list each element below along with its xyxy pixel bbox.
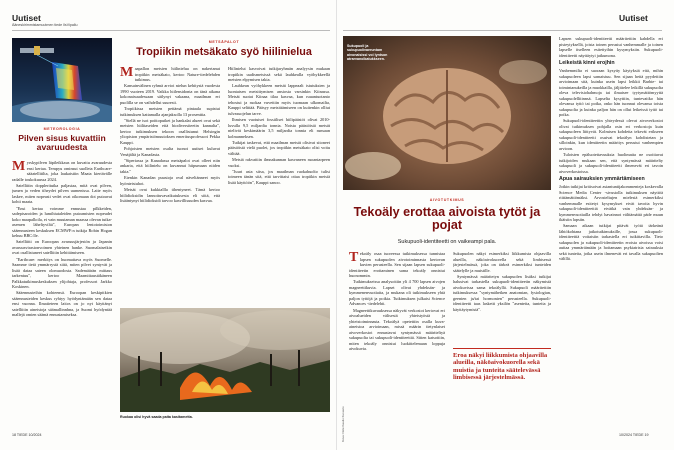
fire-paragraph: "Siellä ne isot poittoputket ja hankalat alueet ovat sekä metsien hiilitaseiden että biodiversiteetin kannalta", kertoo tutkimuksen tekoon osallistunut Helsingin yliopiston ympäristömuutoksen emeritusprofessori Pekka Kauppi. [120,117,220,145]
fire-headline: Tropiikin metsäkato syö hiilinielua [136,46,312,58]
fire-paragraph: Pohjoisten metsien osalta tuonot uutiset kuluvat Venäjältä ja Kanadasta. [120,146,220,157]
ai-body-col1 [349,251,445,429]
fire-paragraph: Metsiä rakvattiin ilmnakunnan kasvaneen ruoantarpeen vuoksi. [228,157,330,168]
ai-paragraph: Jotkin tutkijat kritisoivat asiantuntijakommenteja koskevalla Science Media Center -sivustolla tutkimuksen näyttöä riittämättömäksi. Arvosteltujen mielestä esimerkiksi vanhemmalle esitetyt kysymykset eivät tavoita hyvin sukupuoli-identiteettiä eivätkä vain yhdeksän- ja kymmenvuotiailla tehdyt havainnot välttämättä päde muun ikäisiin lapsiin. [559,184,663,223]
section-title-left: Uutiset [12,13,41,23]
subhead-play: Leikeistä kinni erojhin [559,60,615,66]
pull-quote-rule [453,348,551,349]
fire-paragraph: Etenkin Kanadan puustoja oval näveltänneet myös hyönteistuhot. [120,175,220,186]
meteorology-headline: Pilven sisus kuvattiin avaruudesta [18,133,106,153]
header-rule-left [12,30,330,31]
fire-paragraph: Kansainvälinen ryhmä arvioi nielun kehitystä vuodesta 1990 vuoteen 2019. Vaikka hiilensidonta on tänä aikana kokonaisuudessaan säilynyt vakaana, maailman eri puolilla se on vaihdellut suuresti. [120,83,220,105]
ai-paragraph: Vanhemmilta ei suoraan kysytty käytyksiä eitä, mihin sukupuoleen lapsi samaistuu. Sen sijaan heitä pyydettiin arvioimaan sitä, kuinka usein lapsi leikkii Barbie- tai toimintanukeilla ja muokkailla, jäljittelee leikillä sukupuolta oleva televisiohahmoja tai ilmaisee tyytymättömyyttä sukupuolelliiinnsä. Lapselta kysyttiin, tuntevaitko hän olevansa tyttö tai poika, onko hän tuonnut olevansa toista sukupuolta ja kuinka paljon hän on ollut leikeissä tyttö tai poika. [559,68,663,117]
photo-credit: Kuva: Dele Kaalio Kuvasto [341,406,345,442]
fire-kicker: METSÄPALOT [208,40,240,44]
folio-left: 18 TIEDE 10/2024 [12,433,42,437]
ai-kicker: AIVOTUTKIMUS [429,198,465,202]
meteorology-paragraph: yrskypilven läpileikkaus on kuvattu avaruudesta ensi kertaa. Tempyu ominsut suolleta Earthcare-sääatellitilta, joka laukaistiin Maata kiertävälle radalle toukokuussa 2024. [12,160,112,182]
ai-paragraph: Tuloisten epäluotettavuuksia huolimatta ne osoittavat tutkijoiden mukaan sen, että syntymässä määritelty sukupuoli ja sukupuoli-identiteetti ilmenevät eri tavoin aivoverkostoissa. [559,152,663,174]
ai-paragraph: Magneettikuvauksessa näkyvät verkostot kertovat eri aivoalueiden välisestä yhteistyöstä ja yhteistoiminnasta. Tekoälyä opetettiin osalla kuva-aineistoa arvioimaan, missä määrin tietynlaiset aivoverkostot ennustavat syntymässä määriteltyä sukupuolta tai sukupuoli-identiteettiä. Sitten katsottiin, miten tekoäly onnistui luokittelemaan loppuja aivokuvia. [349,307,445,352]
fire-paragraph: Tropiikissa metsien pettämä pintaala supistui tutkimuksen kattamalla ajanjaksolla 13 prosenttia. [120,106,220,117]
meteorology-paragraph: "Earthcare: merkitys on huomattava myös Suomelle. Saamme tietä ymmärrystä siitä, miten pilvet syntyvät ja lisää dataa sateen olomuodosta. Sademäärän mittaus tarkentuu", kertoo Maamittaustäkäneen Palkkatutkimuskeskuksen ylijohtaja, professori Jarkko Koskinen. [12,256,112,290]
meteorology-paragraph: Satelliitin doppleritutka paljastaa, mitä ovat pilven, jumen ja veden tiheydet pilven uumenissa. Laite myös laskee, miten nopeasti vedet ovat oikomaan dot putoavat kohti maata. [12,182,112,205]
satellite-cloud-image [12,38,112,122]
dropcap-m: M [120,66,134,80]
ai-paragraph: Tutkimukseissa analysoitiin yli 4 700 lapsen aivojen magneettikuvia. Lapset olivat yhdeksän- ja kymmenenvuotiaita, ja mukana oli tutkimukseen yhtä paljon tyttöjä ja poikia. Tutkimuksen julkaisi Science Advances -tiedelehti. [349,279,445,307]
satellite-cloud-icon [12,38,112,122]
header-rule-right [343,30,662,31]
ai-paragraph: ekoäly osaa tuoreessa tutkimuksessa tunnistaa lapsen sukupuolen aivotoiminnasta kertovan kuvien perusteella. Sen sijaan lapsen sukupuoli-identiteetin erottaminen sama tekoäly onnistui huonommin. [349,251,445,278]
meteorology-kicker: METEOROLOGIA [43,127,81,131]
ai-paragraph: Sukupuolen näkyi esimerkiksi liikkumista ohjaavilla alueilla, näköaivokuorella sekä limbisessä järjestelmässä, joka on tärkeä esimerkiksi tunteiden säätelylle ja muistille. [453,251,551,273]
fire-paragraph: Ihmisen vuotuiset fossiiliset hiilipäästöt olivat 2010-luvulla 9,5 miljardia tonnia. Noista päästöistä metsät nielivät keskimäärin 3,5 miljardia tonnia eli runsaan kolmanneksen. [228,117,330,139]
fire-paragraph: Tutkijat taskevat, että maailman metsät olisivat sitoneet päästöistä vielä puolet, jos tropiikin metsäkato olisi voitu välttää. [228,139,330,156]
ai-paragraph: Lapsen sukupuoli-identiteetti määritettiin kahdella eri pisteytyksellä, joista toinen perustui vanhemmalle ja toinen lapselle itselleen esitettyihin kysymyksiin. Sukupuoli-identiteetti näyttäytyi jatkumona. [559,36,663,58]
meteorology-paragraph: "Ensi kertaa voimme ennustaa pilkkeiden, sadepisaroiden ja lumihiutaleiden putoamisten nopeudet koko maapalloila, ei vain muutaman maassa olevan tutka-asemen läheltyviltä", Europan lentotoimiston sääennusteen keskuksen ECMWF:n tutkija Robin Hogan kehuu BBC:lle. [12,205,112,239]
fire-paragraph: Hiilinielut kasvoivat tutkijaryhmän analyysin mukaan tropiikin uudismetsissä sekä lauhkealla vyöhykkeellä metsien elpymisen takia. [228,66,330,82]
fire-paragraph: aapallon metsien hiilinielua on nakertanut tropiikin metsäkato, kertoo Nature-tiedelehden tutkimus. [134,66,220,82]
meteorology-paragraph: Sääennusteihin kohteensä. Euroopan keskipitkien sääennusteiden keskus ryhtyy hyödyntämään sen dataa ensi vuonna. Ilmatieteen laitos on jo nyt käyttänyt satelliitin aineistoja säämallinnhna, ja Suomi hyödyntää mallejä omien säämä ennustamiseksa. [12,290,112,318]
fire-photo [120,308,330,412]
pull-quote: Eroa näkyi liikkumista ohjaavilla alueilla, näköaivokuorella sekä muistia ja tunteita säätelevässä limbisessä järjestelmässä. [453,352,548,382]
fire-photo-caption: Ruokaa olisi hyvä saada paita kasitametta. [120,415,193,419]
ai-deck: Sukupuoli-identiteetti on vaikeampi pala. [397,239,497,245]
dropcap-m: M [12,160,26,174]
folio-right: 10/2024 TIEDE 19 [619,433,649,437]
fire-paragraph: "Juuri asia sitsa, jos maailman ruokahuolto tulisi toimeen tänän sitä, että tarvittaisi ottaa tropiikin metsiä lisää käyttöön", Kauppi sanoo. [228,168,330,185]
ai-body-col3 [559,36,663,430]
ai-body-col2 [453,251,551,343]
section-title-right: Uutiset [619,13,648,23]
forest-fire-icon [120,308,330,412]
brain-photo-caption: Sukupuoli ja sukupuolivaeruntam aivonaisissi voi lyntson atrarvanolkatukkseen. [347,44,388,62]
ai-headline: Tekoäly erottaa aivoista tytöt ja pojat [353,205,541,233]
ai-paragraph: Samaan aikaan tutkijat pitävät työtä tärkeänä lähtökohtana jatkotutkimuksille, jossa sukupuoli-identiteettiä voitaisiin tarkastella eri tutkittavilla. Tieto sukupuolen ja sukupuoli-identiteetin eroista aivoissa voisi auttaa ymmärtämään ja hoitamaan psykiatrisia sairauksia sekä tunteita, jotka usein ilmenevät eri tavalla sukupuolten välillä. [559,223,663,262]
subhead-diseases: Apua sairauksien ymmärtämiseen [559,176,645,183]
fire-paragraph: Lauhkean vyöhykkeen metsät lappeaalt istutuksien ja luontaisen metsittymisen ansiosta varsinkin Kiinassa. Metsät suotat Kiinaa tilaa kasvaa, kun ruuantuotanto tehostui ja ruokaa vuvettiin myös tuomaan ulkomailta, Kauppi selittää. Pääsyy metsittämiseen on kuitenkin olliut tulvasuojelun tarve. [228,83,330,116]
ai-paragraph: Syntymässä määritetyn sukupuolen lisäksi tutkijat halusivat tarkastella sukupuoli-identiteetin näkymistä aivokuvissa sama tekoälyllä. Sukupuoli määritettiin tutkimuksessa "syntymähetken anatomian, fysiologian, geenien ja/tai hormonien" perusteella. Sukupuoli-identiteetti taas lasketti yksilön "asenteita, tunteita ja käyttäytymistä". [453,273,551,312]
dropcap-t: T [349,251,359,265]
fire-paragraph: Metsät ovat kukkiallla tihentyneet. Tämä kertoo hiilidioksidin lannoituvavaikutuksesta eli siitä, että lisääntynyt hiilidioksidi tarvoo kasvillisuuden kasvua. [120,187,220,204]
fire-body-col2 [228,66,330,304]
section-subtitle: Ääneskirimmistamuutmen tiede lIsVipallu [12,23,78,27]
meteorology-paragraph: Satelliitti on Euroopan avaruusjärjestön ja Japanin avaruusvirastonvoimen yhteinen hanke. Suomalaisetkin ovat osallistuneet satelliitin kehittämiseen. [12,239,112,256]
fire-body-col1 [120,66,220,304]
ai-paragraph: Sukupuoli-identiteettin yhteydessä olevat aivoverkostot olivat tutkimuksen pohjalla osin eri verkostoja kuin sukupuoleen liittyvät. Kolmisen kohdetta tekevät erikseen sukupuoli-identiteetti osuivat tekoälyn kohdistetan ja silloinkin, kun identiteetin määritys perustui vanhempien arvioon. [559,118,663,151]
right-page [337,0,674,450]
fire-paragraph: "Siperiassa ja Kanadassa metsäpalot ovat olleet niin ankaria, että hiilinielu on kuvannut hiipumaan niiden takia." [120,157,220,174]
meteorology-body [12,160,112,430]
